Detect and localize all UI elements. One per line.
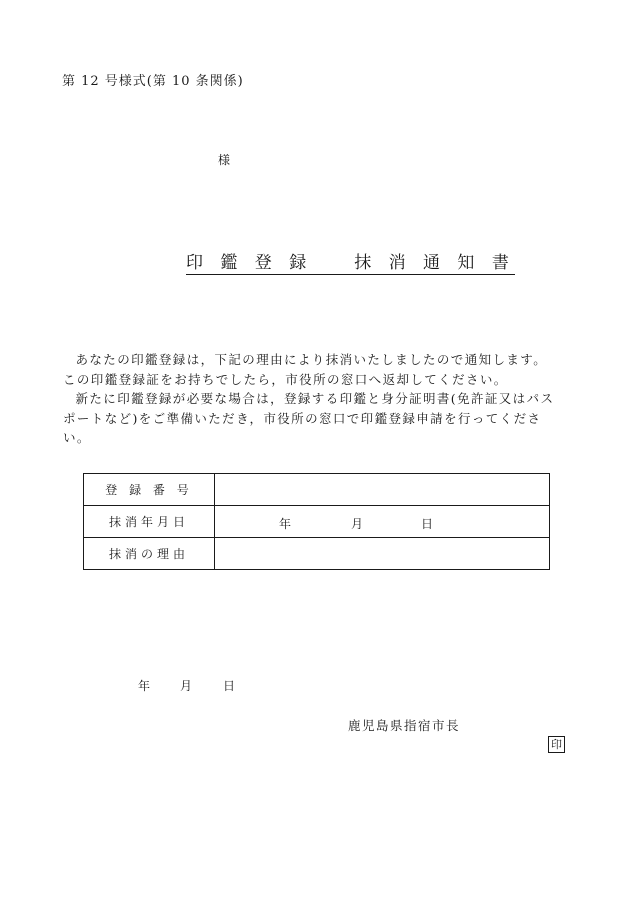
body-paragraph: あなたの印鑑登録は，下記の理由により抹消いたしましたので通知します。 <box>75 352 548 367</box>
issue-month-label: 月 <box>180 679 193 693</box>
body-paragraph: この印鑑登録証をお持ちでしたら，市役所の窓口へ返却してください。 <box>63 371 508 387</box>
value-deletion-reason[interactable] <box>215 538 550 570</box>
body-paragraph: 新たに印鑑登録が必要な場合は，登録する印鑑と身分証明書(免許証又はパスポートなど)をご準備いただき，市役所の窓口で印鑑登録申請を行ってください。 <box>63 391 555 445</box>
issuer-name: 鹿児島県指宿市長 <box>348 718 461 733</box>
issue-year-label: 年 <box>138 679 151 693</box>
info-table <box>83 473 550 570</box>
body-text <box>63 350 568 448</box>
form-number: 第 12 号様式(第 10 条関係) <box>62 74 244 89</box>
addressee-suffix: 様 <box>218 153 231 167</box>
table-row-deletion-reason <box>84 538 550 570</box>
deletion-year-label: 年 <box>279 517 292 531</box>
issue-day-label: 日 <box>223 679 236 693</box>
value-registration-number[interactable] <box>215 474 550 506</box>
label-deletion-date: 抹消年月日 <box>84 506 215 538</box>
value-deletion-date[interactable] <box>215 506 550 538</box>
deletion-month-label: 月 <box>351 517 364 531</box>
table-row-deletion-date <box>84 506 550 538</box>
title-part-2: 抹 消 通 知 書 <box>354 253 515 273</box>
label-registration-number: 登 録 番 号 <box>84 474 215 506</box>
deletion-day-label: 日 <box>421 517 434 531</box>
label-deletion-reason: 抹消の理由 <box>84 538 215 570</box>
seal-mark: 印 <box>548 736 565 753</box>
table-row-registration-number <box>84 474 550 506</box>
document-title <box>186 248 515 275</box>
title-part-1: 印 鑑 登 録 <box>186 253 313 273</box>
